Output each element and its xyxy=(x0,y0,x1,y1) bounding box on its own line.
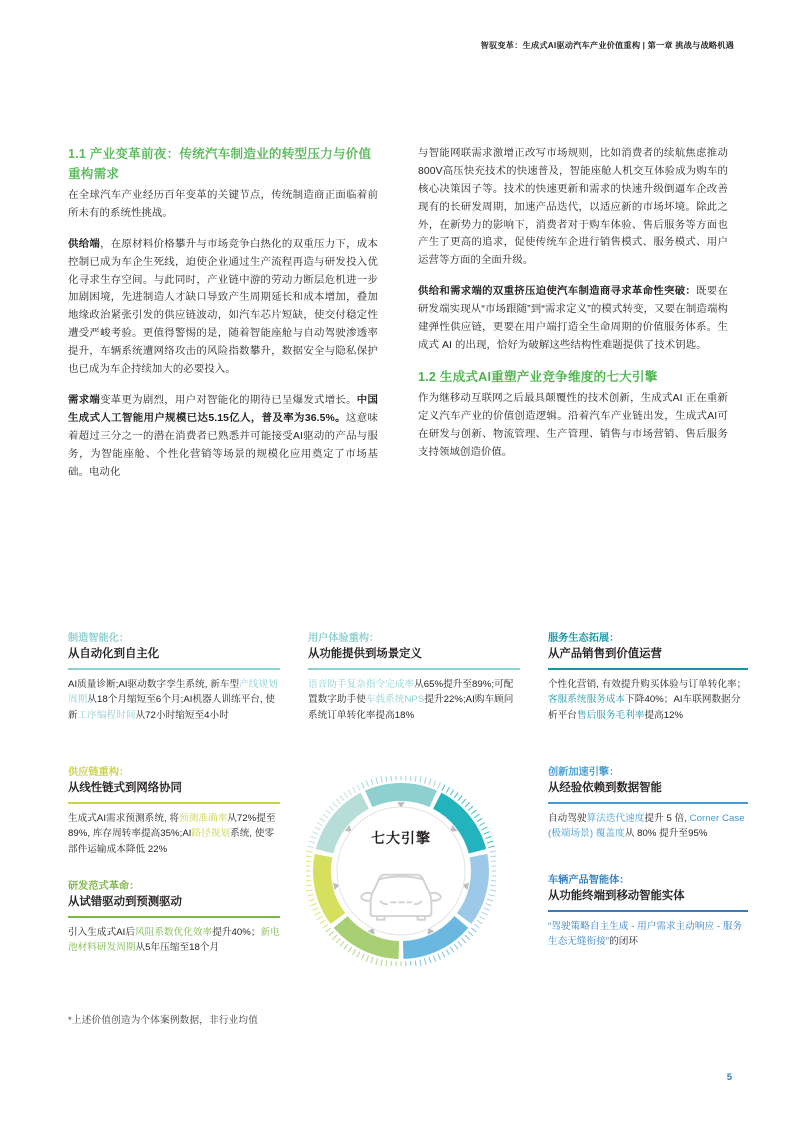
plain-text: 从65%提升至89%;可配置数字助手使 xyxy=(308,678,514,706)
card-eyebrow: 用户体验重构： xyxy=(308,633,380,644)
intro-paragraph: 在全球汽车产业经历百年变革的关键节点，传统制造商正面临着前所未有的系统性挑战。 xyxy=(68,190,378,219)
card-rule xyxy=(548,910,748,912)
card-description xyxy=(548,919,748,950)
card-eyebrow: 服务生态拓展： xyxy=(548,633,620,644)
highlight-phrase: 路径规划 xyxy=(191,828,231,840)
article-body xyxy=(68,145,728,481)
supply-body: ，在原材料价格攀升与市场竞争白热化的双重压力下，成本控制已成为车企生死线，迫使企业通过生产流程再造与研发投入优化寻求生存空间。与此同时，产业链中游的劳动力断层危机进一步加剧困境，先进制造人才缺口导致产生周期延长和成本增加，叠加地缘政治紧张引发的供应链波动，如汽车芯片短缺，使交付稳定性遭受严峻考验。更值得警惕的是，随着智能座舱与自动驾驶渗透率提升，车辆系统遭网络攻击的风险指数攀升，数据安全与隐私保护也已成为车企持续加大的必要投入。 xyxy=(68,238,378,376)
card-headline: 从产品销售到价值运营 xyxy=(548,647,662,660)
plain-text: 提高12% xyxy=(644,709,684,721)
wheel-tick xyxy=(491,861,496,862)
wheel-tick xyxy=(344,793,348,798)
wheel-tick xyxy=(474,924,479,928)
wheel-tick xyxy=(371,957,373,963)
wheel-tick xyxy=(381,776,382,782)
wheel-tick xyxy=(471,928,476,932)
wheel-tick xyxy=(366,955,368,961)
wheel-tick xyxy=(490,856,496,857)
wheel-tick xyxy=(329,806,334,810)
demand-stat: 中国生成式人工智能用户规模已达5.15亿人，普及率为36.5%。 xyxy=(68,394,378,424)
card-rule xyxy=(548,802,748,804)
wheel-tick xyxy=(310,903,316,905)
wheel-tick xyxy=(306,861,311,862)
wheel-tick xyxy=(306,851,312,852)
wheel-tick xyxy=(306,890,312,891)
highlight-phrase: 车载系统NPS xyxy=(365,694,425,706)
wheel-tick xyxy=(442,952,445,958)
card-headline: 从功能提供到场景定义 xyxy=(308,647,422,660)
wheel-tick xyxy=(454,793,458,798)
wheel-tick xyxy=(487,899,493,901)
highlight-phrase: 预测准确率 xyxy=(179,812,228,824)
wheel-tick xyxy=(446,949,449,955)
highlight-phrase: 新电池材料研发周期 xyxy=(68,926,280,954)
wheel-tick xyxy=(332,935,337,940)
wheel-tick xyxy=(490,851,496,852)
plain-text: 下降40%；AI车联网数据分析平台 xyxy=(548,694,741,721)
wheel-tick xyxy=(366,780,368,786)
card-headline: 从功能终端到移动智能实体 xyxy=(548,889,685,902)
wheel-tick xyxy=(446,787,449,793)
card-innovation-engine xyxy=(548,766,748,842)
wheel-tick xyxy=(307,894,313,896)
plain-text: 的闭环 xyxy=(609,936,639,948)
breakthrough-lead: 供给和需求端的双重挤压迫使汽车制造商寻求革命性突破： xyxy=(418,286,697,298)
wheel-tick xyxy=(386,960,387,966)
wheel-tick xyxy=(465,935,470,940)
wheel-tick xyxy=(438,954,441,960)
wheel-tick xyxy=(479,823,485,826)
card-eyebrow: 制造智能化： xyxy=(68,633,130,644)
wheel-tick xyxy=(484,908,490,911)
card-user-experience xyxy=(308,632,520,723)
wheel-tick xyxy=(309,899,315,901)
wheel-tick xyxy=(429,779,431,785)
wheel-tick xyxy=(357,785,360,791)
highlight-phrase: 售后服务毛利率 xyxy=(576,709,645,721)
wheel-tick xyxy=(357,952,360,958)
plain-text: 从72%提至89%, 库存周转率提高35%;AI xyxy=(68,812,276,840)
card-description xyxy=(548,811,748,842)
wheel-tick xyxy=(477,920,482,924)
wheel-tick xyxy=(410,776,411,781)
wheel-tick xyxy=(340,941,344,946)
wheel-tick xyxy=(348,790,352,795)
card-supply-chain xyxy=(68,766,280,857)
plain-text: AI质量诊断;AI驱动数字孪生系统, 新车型 xyxy=(68,678,240,690)
wheel-tick xyxy=(462,938,466,943)
breakthrough-body: 既要在研发端实现从“市场跟随”到“需求定义”的模式转变，又要在制造端构建弹性供应链，更要在用户端打造全生命周期的价值服务体系。生成式 AI 的出现，恰好为破解这些结构性难题提供了技术钥匙。 xyxy=(418,286,728,351)
wheel-tick xyxy=(410,961,411,966)
plain-text: 从 80% 提升至95% xyxy=(624,828,708,840)
plain-text: 从72小时缩短至4小时 xyxy=(135,709,229,721)
wheel-tick xyxy=(320,818,325,822)
demand-body-1: 变革更为剧烈，用户对智能化的期待已呈爆发式增长。 xyxy=(100,394,357,406)
wheel-tick xyxy=(306,856,312,857)
highlight-phrase: “驾驶策略自主生成 - 用户需求主动响应 - 服务生态无缝衔接” xyxy=(548,920,743,948)
wheel-tick xyxy=(462,799,466,804)
wheel-tick xyxy=(485,903,491,905)
wheel-tick xyxy=(477,818,482,822)
wheel-tick xyxy=(420,960,421,966)
wheel-tick xyxy=(415,776,416,782)
wheel-tick xyxy=(438,782,441,788)
wheel-tick xyxy=(415,960,416,966)
seven-engines-panel xyxy=(68,628,747,1008)
card-vehicle-intelligence xyxy=(548,874,748,950)
plain-text: 引入生成式AI后 xyxy=(68,926,136,938)
wheel-tick xyxy=(474,814,479,818)
wheel-tick xyxy=(491,880,496,881)
section-title-1-2: 1.2 生成式AI重塑产业竞争维度的七大引擎 xyxy=(418,369,658,384)
demand-body-2: 这意味着超过三分之一的潜在消费者已熟悉并可能接受AI驱动的产品与服务，为智能座舱、个性化营销等场景的规模化应用奠定了市场基础。电动化 xyxy=(68,412,378,478)
wheel-tick xyxy=(332,802,337,807)
wheel-tick xyxy=(320,920,325,924)
card-rule xyxy=(308,668,520,670)
plain-text: 提升40%； xyxy=(212,926,261,938)
wheel-tick xyxy=(391,776,392,781)
card-description xyxy=(68,811,280,858)
demand-paragraph xyxy=(68,392,378,481)
highlight-phrase: 客服系统服务成本 xyxy=(548,694,626,706)
wheel-tick xyxy=(433,955,435,961)
wheel-tick xyxy=(454,944,458,949)
wheel-tick xyxy=(458,796,462,801)
wheel-tick xyxy=(376,958,378,964)
card-rule xyxy=(548,668,748,670)
wheel-tick xyxy=(424,958,426,964)
wheel-center-label: 七大引擎 xyxy=(371,830,431,846)
section-title-1-1: 1.1 产业变革前夜：传统汽车制造业的转型压力与价值重构需求 xyxy=(68,147,372,181)
wheel-tick xyxy=(353,787,356,793)
card-eyebrow: 研发范式革命： xyxy=(68,881,140,892)
highlight-phrase: 算法迭代速度 xyxy=(586,812,645,824)
plain-text: 自动驾驶 xyxy=(548,812,587,824)
wheel-tick xyxy=(344,944,348,949)
wheel-tick xyxy=(317,916,323,919)
wheel-tick xyxy=(468,932,473,936)
wheel-tick xyxy=(306,880,311,881)
wheel-tick xyxy=(424,777,426,783)
card-rule xyxy=(68,668,280,670)
wheel-tick xyxy=(490,885,496,886)
continuation-paragraph: 与智能网联需求激增正改写市场规则，比如消费者的续航焦虑推动800V高压快充技术的快速普及，智能座舱人机交互体验成为购车的核心决策因子等。技术的快速更新和需求的快速升级倒逼车企改善现有的长研发周期，加速产品迭代，以适应新的市场坏境。除此之外，在新势力的影响下，消费者对于购车体验、售后服务等方面也产生了更高的追求，促使传统车企进行销售模式、服务模式、用户运营等方面的全面升级。 xyxy=(418,148,728,267)
left-column xyxy=(68,145,378,481)
card-rnd-paradigm xyxy=(68,880,280,956)
card-manufacturing xyxy=(68,632,280,723)
plain-text: 生成式AI需求预测系统, 将 xyxy=(68,812,180,824)
wheel-tick xyxy=(479,916,485,919)
wheel-tick xyxy=(482,912,488,915)
footnote: *上述价值创造为个体案例数据，非行业均值 xyxy=(68,1015,259,1026)
wheel-tick xyxy=(329,932,334,936)
wheel-tick xyxy=(326,928,331,932)
wheel-tick xyxy=(471,810,476,814)
wheel-tick xyxy=(450,790,454,795)
wheel-tick xyxy=(458,941,462,946)
highlight-phrase: 语音助手复杂指令完成率 xyxy=(308,678,415,690)
wheel-tick xyxy=(336,799,340,804)
wheel-tick xyxy=(362,782,365,788)
wheel-tick xyxy=(362,954,365,960)
wheel-tick xyxy=(386,776,387,782)
highlight-phrase: 产线规划周期 xyxy=(68,678,278,706)
card-headline: 从试错驱动到预测驱动 xyxy=(68,895,182,908)
wheel-tick xyxy=(353,949,356,955)
card-description xyxy=(308,677,520,724)
wheel-tick xyxy=(420,776,421,782)
right-column xyxy=(418,145,728,481)
card-eyebrow: 车辆产品智能体： xyxy=(548,875,630,886)
card-description xyxy=(68,677,280,724)
page-number: 5 xyxy=(726,1072,732,1083)
plain-text: 提升 5 倍, xyxy=(644,812,690,824)
highlight-phrase: 风阻系数优化效率 xyxy=(135,926,213,938)
wheel-tick xyxy=(376,777,378,783)
plain-text: 系统, 使零部件运输成本降低 22% xyxy=(68,828,275,855)
wheel-tick xyxy=(371,779,373,785)
wheel-tick xyxy=(465,802,470,807)
wheel-tick xyxy=(317,823,323,826)
wheel-tick xyxy=(391,961,392,966)
plain-text: 从18个月缩短至6个月;AI机器人训练平台, 使新 xyxy=(68,694,276,721)
wheel-tick xyxy=(442,785,445,791)
wheel-tick xyxy=(348,947,352,952)
wheel-tick xyxy=(340,796,344,801)
wheel-tick xyxy=(490,890,496,891)
plain-text: 提升22%;AI购车顾问系统订单转化率提高18% xyxy=(308,694,514,721)
seven-engines-wheel xyxy=(306,776,496,966)
supply-lead: 供给端 xyxy=(68,238,101,250)
wheel-tick xyxy=(336,938,340,943)
wheel-tick xyxy=(323,814,328,818)
wheel-tick xyxy=(429,957,431,963)
card-eyebrow: 创新加速引擎： xyxy=(548,767,620,778)
wheel-tick xyxy=(450,947,454,952)
card-description xyxy=(68,925,280,956)
wheel-tick xyxy=(468,806,473,810)
section-1-2-paragraph: 作为继移动互联网之后最具颠覆性的技术创新，生成式AI 正在重新定义汽车产业的价值创造逻辑。沿着汽车产业链出发，生成式AI可在研发与创新、物流管理、生产管理、销售与市场营销、售后服务支持领域创造价值。 xyxy=(418,393,728,458)
card-rule xyxy=(68,802,280,804)
card-rule xyxy=(68,916,280,918)
plain-text: 个性化营销, 有效提升购买体验与订单转化率； xyxy=(548,678,747,690)
demand-lead: 需求端 xyxy=(68,394,101,406)
wheel-tick xyxy=(381,960,382,966)
card-service-ecosystem xyxy=(548,632,748,723)
wheel-tick xyxy=(433,780,435,786)
card-headline: 从自动化到自主化 xyxy=(68,647,160,660)
wheel-tick xyxy=(315,912,321,915)
card-headline: 从经验依赖到数据智能 xyxy=(548,781,662,794)
highlight-phrase: Corner Case (极端场景) 覆盖度 xyxy=(548,812,745,840)
wheel-tick xyxy=(306,885,312,886)
wheel-tick xyxy=(312,908,318,911)
wheel-tick xyxy=(488,894,494,896)
breakthrough-paragraph xyxy=(418,283,728,355)
card-eyebrow: 供应链重构： xyxy=(68,767,130,778)
wheel-tick xyxy=(323,924,328,928)
supply-paragraph xyxy=(68,236,378,379)
card-description xyxy=(548,677,748,724)
plain-text: 从5年压缩至18个月 xyxy=(135,942,220,954)
running-header: 智驭变革：生成式AI驱动汽车产业价值重构 | 第一章 挑战与战略机遇 xyxy=(480,41,734,50)
wheel-tick xyxy=(326,810,331,814)
card-headline: 从线性链式到网络协同 xyxy=(68,781,182,794)
highlight-phrase: 工序编程时间 xyxy=(77,709,136,721)
